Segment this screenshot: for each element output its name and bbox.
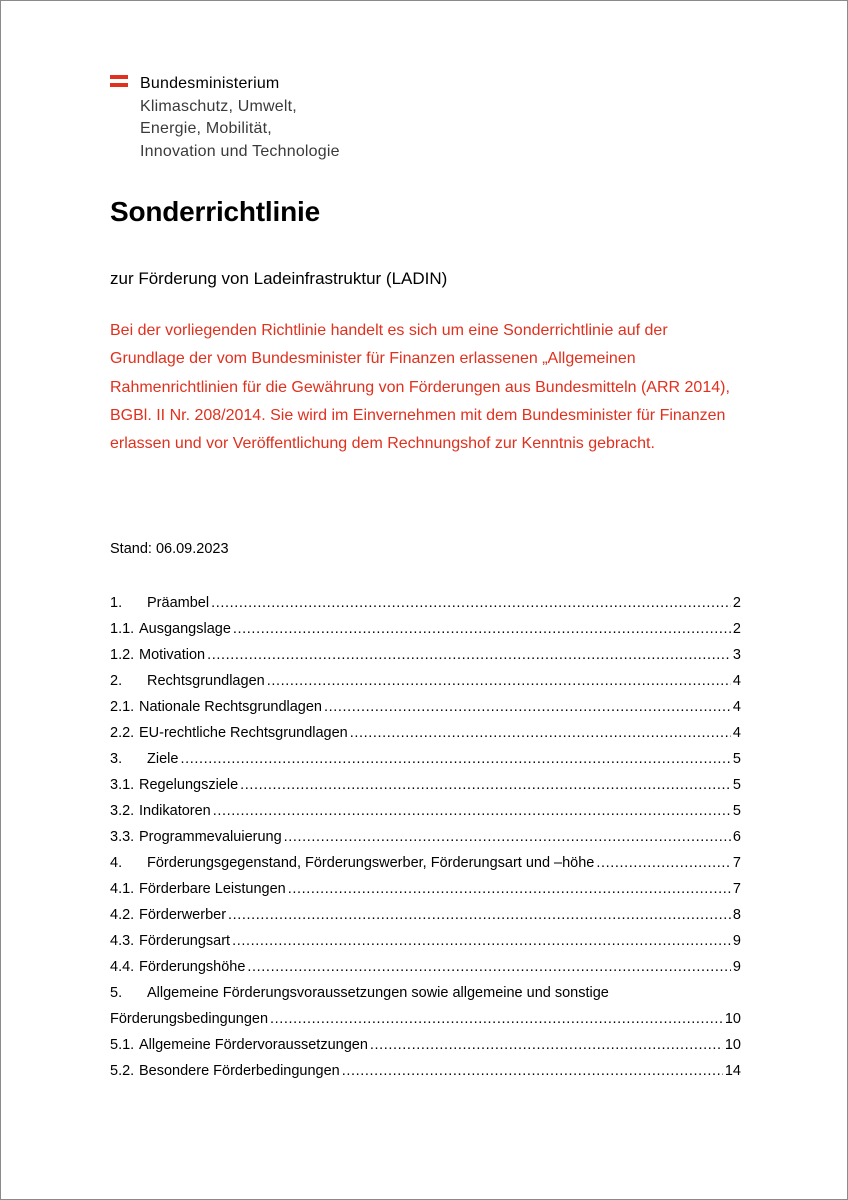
toc-entry[interactable] [110,1032,741,1058]
toc-entry-title: Regelungsziele [139,777,239,793]
toc-entry-title: Allgemeine Fördervoraussetzungen [139,1037,368,1053]
legal-notice: Bei der vorliegenden Richtlinie handelt es sich um eine Sonderrichtlinie auf der Grundlage der vom Bundesminister für Finanzen erlassenen „Allgemeinen Rahmenrichtlinien für die Gewährung von Förderungen aus Bundesmitteln (ARR 2014), BGBl. II Nr. 208/2014. Sie wird im Einvernehmen mit dem Bundesminister für Finanzen erlassen und vor Veröffentlichung dem Rechnungshof zur Kenntnis gebracht. [110,322,730,453]
toc-entry-page: 6 [732,829,741,845]
toc-leader-dots [232,928,731,954]
austrian-flag-icon [110,75,128,87]
toc-entry-page: 7 [732,881,741,897]
toc-entry[interactable] [110,746,741,772]
toc-entry-number: 2.1. [110,699,135,715]
toc-entry-number: 4.2. [110,907,135,923]
toc-entry-number: 4.3. [110,933,135,949]
toc-entry-page: 14 [724,1063,741,1079]
toc-entry[interactable] [110,824,741,850]
toc-entry-title: Allgemeine Förderungsvoraussetzungen sowie allgemeine und sonstige [147,985,609,1001]
toc-leader-dots [240,772,731,798]
toc-entry-number: 1. [110,595,123,611]
toc-entry-title: Indikatoren [139,803,211,819]
toc-entry-page: 7 [732,855,741,871]
toc-entry-number: 3.2. [110,803,135,819]
toc-leader-dots [324,694,731,720]
document-title: Sonderrichtlinie [110,196,320,227]
toc-leader-dots [596,850,731,876]
toc-entry[interactable] [110,798,741,824]
toc-entry[interactable] [110,954,741,980]
toc-entry-number: 2.2. [110,725,135,741]
toc-leader-dots [213,798,731,824]
toc-entry-title: Motivation [139,647,206,663]
document-date: Stand: 06.09.2023 [110,541,229,557]
toc-entry-number: 5.2. [110,1063,135,1079]
toc-entry-title: Besondere Förderbedingungen [139,1063,340,1079]
toc-entry-title: Förderwerber [139,907,227,923]
toc-leader-dots [267,668,731,694]
toc-entry[interactable] [110,694,741,720]
toc-entry[interactable] [110,772,741,798]
toc-leader-dots [233,616,731,642]
toc-entry-page: 3 [732,647,741,663]
toc-entry-title: Ausgangslage [139,621,231,637]
toc-entry-page: 4 [732,725,741,741]
ministry-name-line3: Energie, Mobilität, [140,120,272,137]
ministry-name-line2: Klimaschutz, Umwelt, [140,97,297,115]
toc-entry-number: 1.1. [110,621,135,637]
toc-entry[interactable] [110,1058,741,1084]
toc-entry-title: Förderungshöhe [139,959,246,975]
table-of-contents [110,590,741,1084]
toc-entry-number: 5.1. [110,1037,135,1053]
toc-entry[interactable] [110,720,741,746]
toc-leader-dots [288,876,731,902]
toc-leader-dots [370,1032,723,1058]
toc-leader-dots [207,642,731,668]
toc-entry-number: 3. [110,751,123,767]
toc-entry-number: 4.4. [110,959,135,975]
toc-entry-title: Nationale Rechtsgrundlagen [139,699,322,715]
toc-entry-page: 2 [732,621,741,637]
toc-leader-dots [284,824,731,850]
toc-entry-page: 5 [732,751,741,767]
toc-entry-page: 9 [732,933,741,949]
toc-entry-number: 4.1. [110,881,135,897]
toc-entry[interactable] [110,902,741,928]
ministry-name-line4: Innovation und Technologie [140,142,340,160]
toc-entry-5-line1[interactable] [110,980,741,1006]
toc-entry-page: 10 [724,1037,741,1053]
toc-entry-title: Förderungsart [139,933,231,949]
toc-entry[interactable] [110,616,741,642]
toc-entry-number: 5. [110,985,123,1001]
document-subtitle: zur Förderung von Ladeinfrastruktur (LADIN) [110,269,448,288]
toc-entry-title: Förderungsgegenstand, Förderungswerber, Förderungsart und –höhe [147,855,595,871]
toc-entry-title: Präambel [147,595,210,611]
toc-leader-dots [228,902,731,928]
toc-entry-page: 9 [732,959,741,975]
toc-entry-page: 2 [732,595,741,611]
toc-entry-number: 2. [110,673,123,689]
flag-stripe-bottom [110,83,128,87]
toc-entry-title: Programmevaluierung [139,829,282,845]
toc-entry-number: 1.2. [110,647,135,663]
toc-entry-number: 3.3. [110,829,135,845]
toc-entry-page: 10 [724,1011,741,1027]
toc-entry-page: 4 [732,673,741,689]
toc-entry-title: EU-rechtliche Rechtsgrundlagen [139,725,348,741]
toc-entry-title: Ziele [147,751,179,767]
toc-entry-title: Rechtsgrundlagen [147,673,265,689]
toc-entry[interactable] [110,668,741,694]
toc-entry-title: Förderbare Leistungen [139,881,286,897]
toc-leader-dots [247,954,731,980]
toc-entry-number: 4. [110,855,123,871]
toc-entry[interactable] [110,590,741,616]
toc-entry-page: 5 [732,777,741,793]
toc-entry[interactable] [110,850,741,876]
toc-entry-page: 4 [732,699,741,715]
ministry-name [140,73,440,163]
toc-entry-page: 8 [732,907,741,923]
toc-entry-title-continued: Förderungsbedingungen [110,1011,269,1027]
toc-leader-dots [342,1058,723,1084]
toc-entry[interactable] [110,642,741,668]
toc-leader-dots [350,720,731,746]
ministry-name-line1: Bundesministerium [140,75,280,92]
toc-entry-number: 3.1. [110,777,135,793]
toc-entry-page: 5 [732,803,741,819]
toc-leader-dots [180,746,730,772]
toc-leader-dots [270,1006,723,1032]
toc-entry[interactable] [110,876,741,902]
toc-entry-5-line2[interactable] [110,1006,741,1032]
toc-leader-dots [211,590,731,616]
toc-entry[interactable] [110,928,741,954]
